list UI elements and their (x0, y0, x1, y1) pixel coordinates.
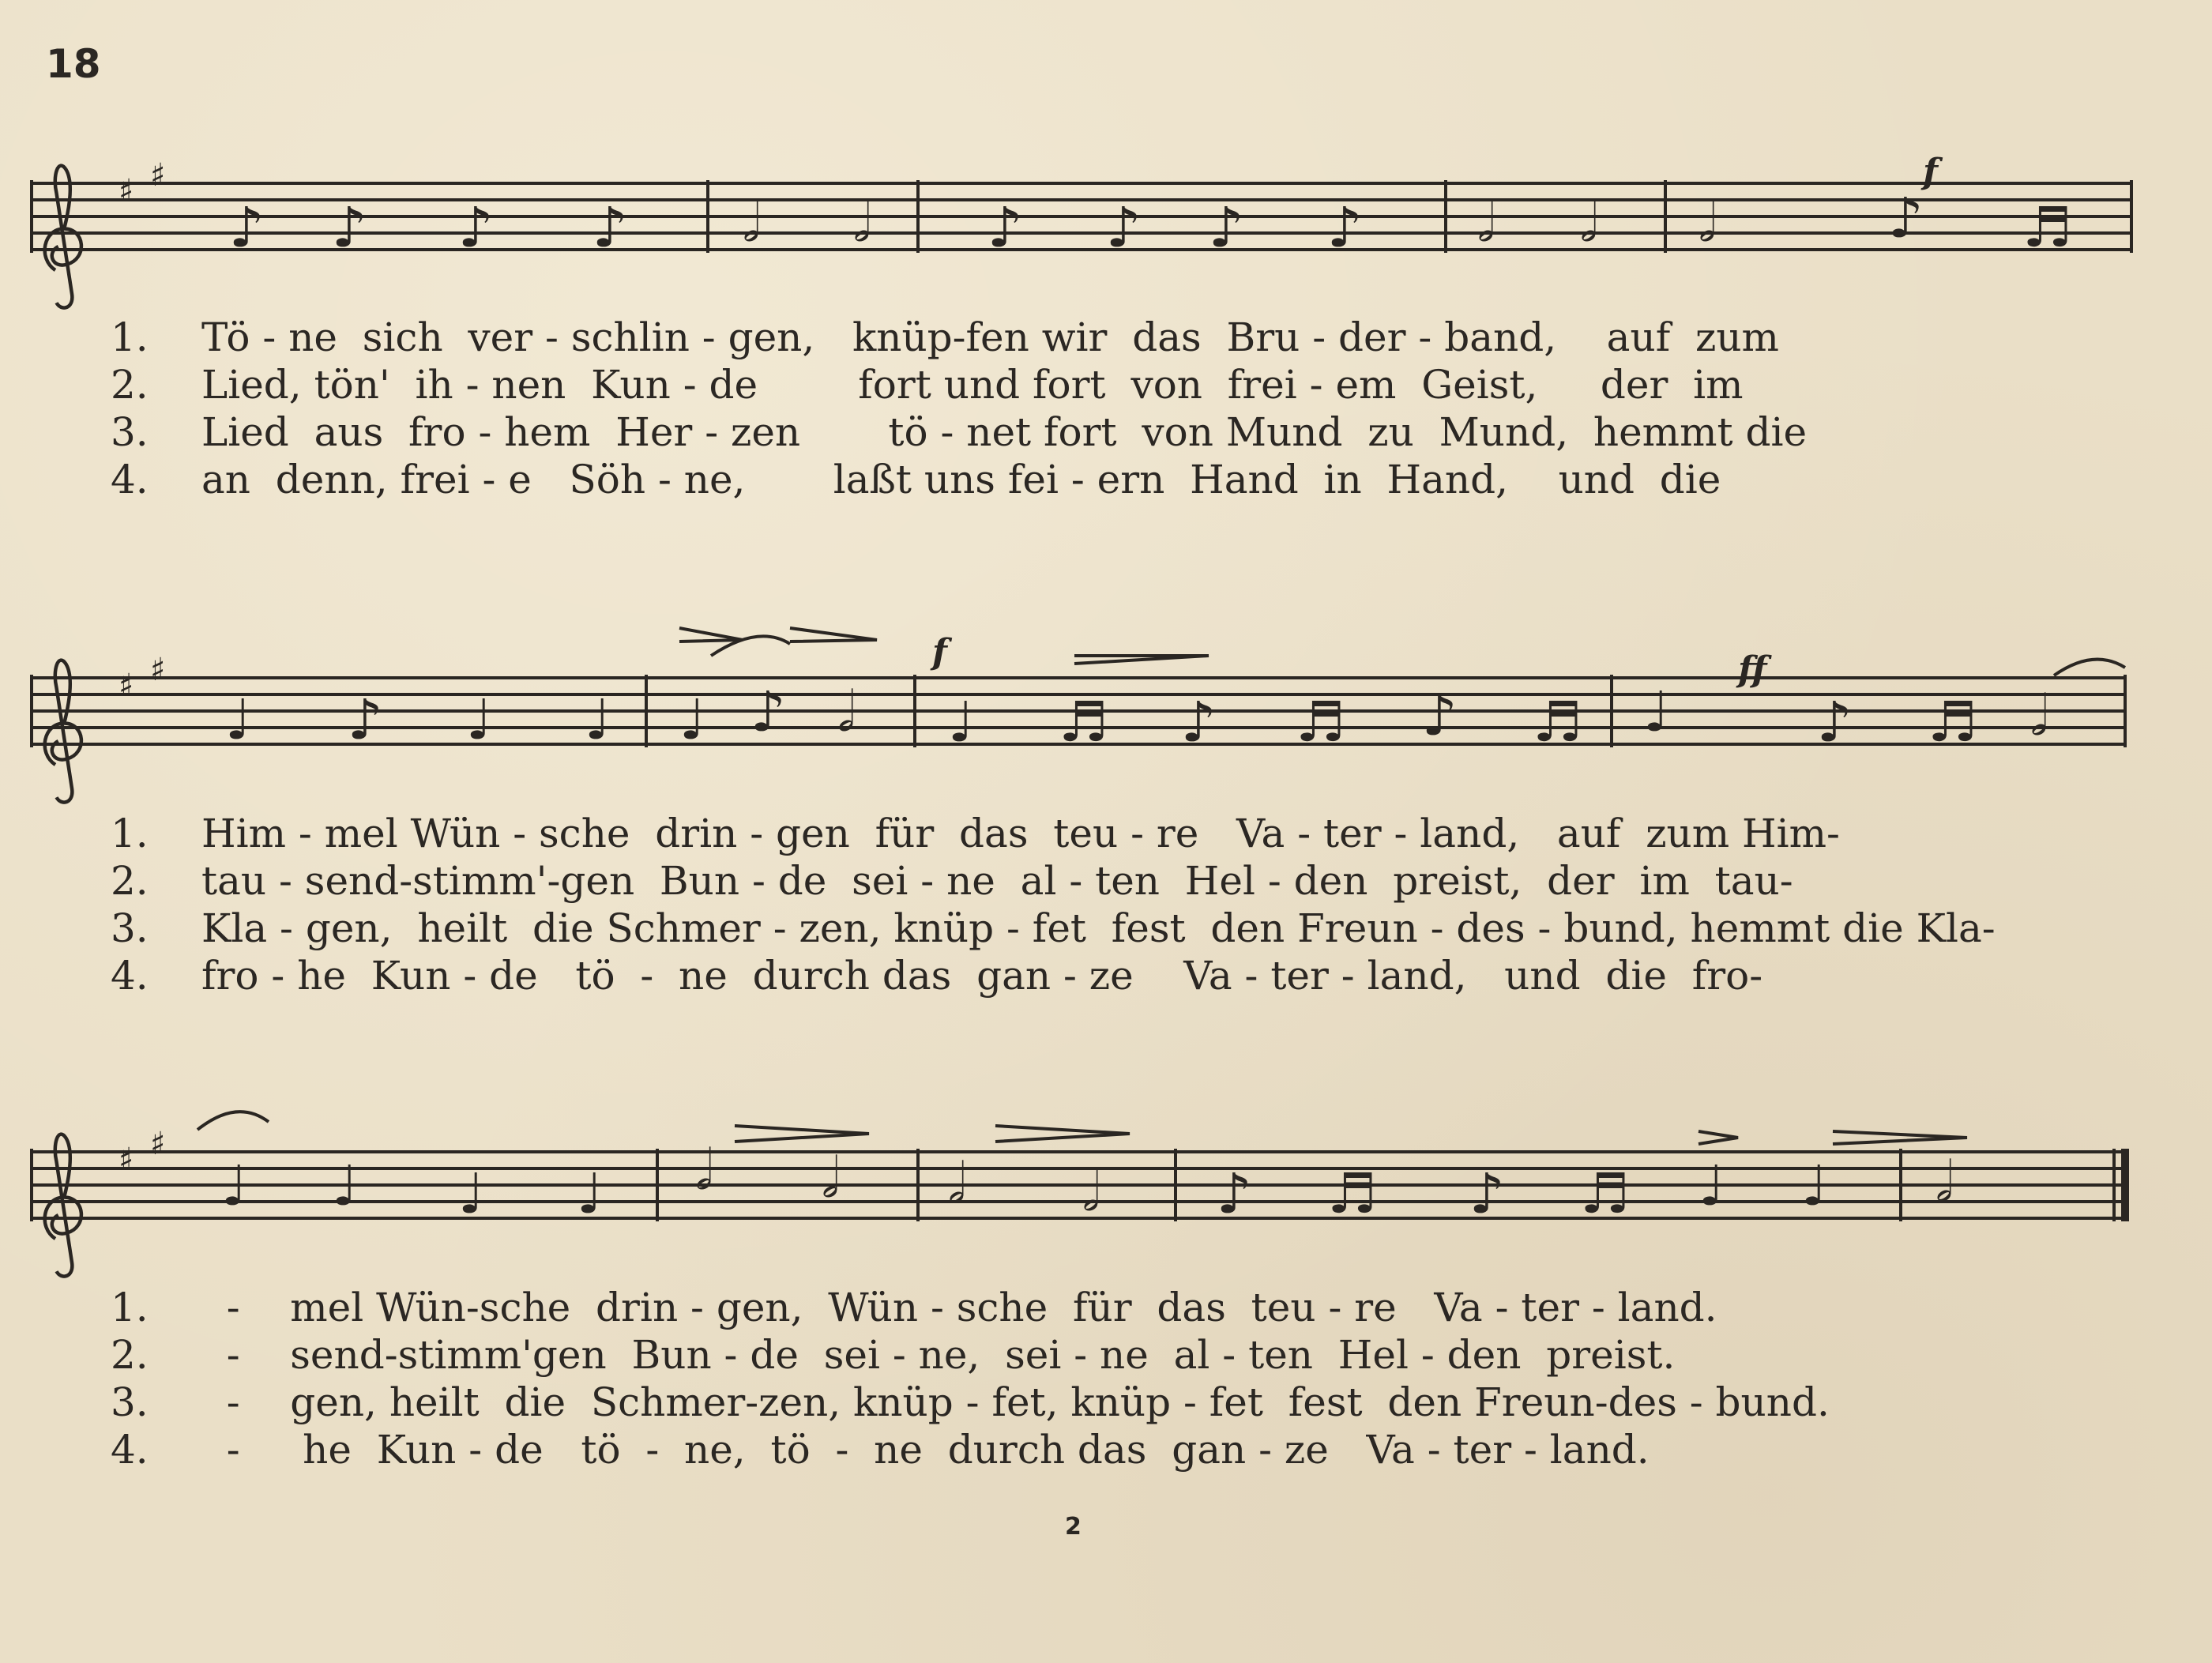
svg-text:♩: ♩ (1698, 1153, 1725, 1218)
verse-number: 1. (111, 314, 149, 360)
verse-number: 3. (111, 409, 149, 455)
lyric-line (111, 314, 2101, 361)
verse-number: 4. (111, 457, 149, 502)
svg-text:♩: ♩ (1643, 679, 1670, 744)
verse-number: 3. (111, 1379, 149, 1425)
svg-text:𝅗𝅥: 𝅗𝅥 (1477, 190, 1495, 254)
staff-system-2 (32, 628, 2125, 803)
svg-text:♪: ♪ (1817, 690, 1853, 754)
svg-text:𝅗𝅥: 𝅗𝅥 (695, 1138, 713, 1202)
verse-text: Tö - ne sich ver - schlin - gen, knüp-fen wir das Bru - der - band, auf zum (201, 314, 1779, 360)
svg-text:♬: ♬ (1580, 1161, 1630, 1226)
verse-text: - he Kun - de tö - ne, tö - ne durch das gan - ze Va - ter - land. (201, 1427, 1650, 1473)
svg-text:♪: ♪ (1106, 195, 1142, 260)
lyric-line (111, 1331, 2101, 1379)
staff-system-1 (32, 152, 2131, 308)
verse-text: Kla - gen, heilt die Schmer - zen, knüp - fet fest den Freun - des - bund, hemmt die Kla- (201, 905, 1996, 951)
svg-text:♯: ♯ (118, 668, 134, 704)
lyric-line (111, 1284, 2101, 1331)
verse-text: fro - he Kun - de tö - ne durch das gan - ze Va - ter - land, und die fro- (201, 953, 1763, 999)
svg-text:♪: ♪ (1181, 690, 1217, 754)
verse-number: 2. (111, 362, 149, 408)
svg-text:𝅗𝅥: 𝅗𝅥 (1698, 190, 1717, 254)
dynamic-marking: f (1923, 152, 1938, 192)
svg-text:♬: ♬ (1928, 690, 1977, 754)
svg-text:♪: ♪ (750, 679, 786, 744)
lyric-line (111, 456, 2101, 503)
verse-number: 2. (111, 1332, 149, 1378)
verse-number: 1. (111, 811, 149, 856)
verse-text: tau - send-stimm'-gen Bun - de sei - ne al - ten Hel - den preist, der im tau- (201, 858, 1793, 904)
lyric-line (111, 1379, 2101, 1426)
svg-text:𝅗𝅥: 𝅗𝅥 (822, 1146, 840, 1210)
svg-text:♪: ♪ (1469, 1161, 1505, 1226)
verse-text: - send-stimm'gen Bun - de sei - ne, sei - ne al - ten Hel - den preist. (201, 1332, 1676, 1378)
lyrics-block-2 (111, 810, 2101, 999)
svg-text:♪: ♪ (1327, 195, 1363, 260)
svg-text:♯: ♯ (118, 1142, 134, 1178)
svg-text:♬: ♬ (1533, 690, 1582, 754)
svg-text:♪: ♪ (1209, 195, 1244, 260)
svg-text:♪: ♪ (348, 687, 383, 752)
svg-text:♩: ♩ (466, 687, 493, 752)
svg-text:𝅗𝅥: 𝅗𝅥 (948, 1151, 966, 1216)
verse-text: an denn, frei - e Söh - ne, laßt uns fei - ern Hand in Hand, und die (201, 457, 1721, 502)
verse-number: 4. (111, 1427, 149, 1473)
signature-mark: 2 (1065, 1513, 1082, 1541)
lyric-line (111, 952, 2101, 999)
verse-number: 4. (111, 953, 149, 999)
svg-text:♩: ♩ (679, 687, 706, 752)
lyric-line (111, 1426, 2101, 1473)
verse-text: Lied aus fro - hem Her - zen tö - net fort von Mund zu Mund, hemmt die (201, 409, 1808, 455)
svg-text:♪: ♪ (1217, 1161, 1252, 1226)
svg-text:♬: ♬ (1327, 1161, 1377, 1226)
svg-text:♩: ♩ (225, 687, 252, 752)
svg-text:♬: ♬ (1059, 690, 1108, 754)
dynamic-marking: f (932, 632, 947, 672)
svg-text:♩: ♩ (221, 1153, 248, 1218)
svg-text:♩: ♩ (458, 1161, 485, 1226)
svg-text:𝅗𝅥: 𝅗𝅥 (1936, 1149, 1954, 1214)
verse-text: Lied, tön' ih - nen Kun - de fort und fort von frei - em Geist, der im (201, 362, 1744, 408)
svg-text:♪: ♪ (1888, 186, 1924, 250)
page-number: 18 (46, 41, 101, 87)
lyrics-block-1 (111, 314, 2101, 503)
svg-text:𝅗𝅥: 𝅗𝅥 (837, 679, 856, 744)
svg-text:♩: ♩ (332, 1153, 359, 1218)
svg-text:♪: ♪ (229, 195, 265, 260)
lyric-line (111, 408, 2101, 456)
svg-text:♪: ♪ (458, 195, 494, 260)
svg-text:♩: ♩ (577, 1161, 604, 1226)
verse-text: Him - mel Wün - sche drin - gen für das teu - re Va - ter - land, auf zum Him- (201, 811, 1840, 856)
svg-text:♬: ♬ (2022, 195, 2072, 260)
verse-text: - mel Wün-sche drin - gen, Wün - sche für das teu - re Va - ter - land. (201, 1285, 1717, 1330)
svg-text:♯: ♯ (118, 173, 134, 209)
svg-text:♪: ♪ (1422, 683, 1458, 748)
lyric-line (111, 905, 2101, 952)
svg-text:♩: ♩ (585, 687, 611, 752)
svg-text:𝅗𝅥: 𝅗𝅥 (743, 190, 761, 254)
verse-text: - gen, heilt die Schmer-zen, knüp - fet, knüp - fet fest den Freun-des - bund. (201, 1379, 1830, 1425)
staff-system-3 (32, 1112, 2125, 1276)
svg-text:♩: ♩ (948, 690, 975, 754)
svg-text:♪: ♪ (988, 195, 1023, 260)
svg-text:𝅗𝅥: 𝅗𝅥 (2030, 683, 2048, 748)
verse-number: 1. (111, 1285, 149, 1330)
svg-text:♪: ♪ (592, 195, 628, 260)
svg-text:𝅗𝅥: 𝅗𝅥 (1580, 190, 1598, 254)
svg-text:♯: ♯ (150, 652, 166, 688)
svg-text:♬: ♬ (1296, 690, 1345, 754)
verse-number: 2. (111, 858, 149, 904)
svg-text:♪: ♪ (332, 195, 367, 260)
svg-text:♩: ♩ (1801, 1153, 1828, 1218)
svg-text:♯: ♯ (150, 1126, 166, 1162)
lyrics-block-3 (111, 1284, 2101, 1473)
svg-text:♯: ♯ (150, 157, 166, 194)
lyric-line (111, 857, 2101, 905)
verse-number: 3. (111, 905, 149, 951)
svg-text:𝅗𝅥: 𝅗𝅥 (1082, 1159, 1100, 1224)
lyric-line (111, 810, 2101, 857)
dynamic-marking: ff (1738, 649, 1767, 690)
lyric-line (111, 361, 2101, 408)
svg-text:𝅗𝅥: 𝅗𝅥 (853, 190, 871, 254)
